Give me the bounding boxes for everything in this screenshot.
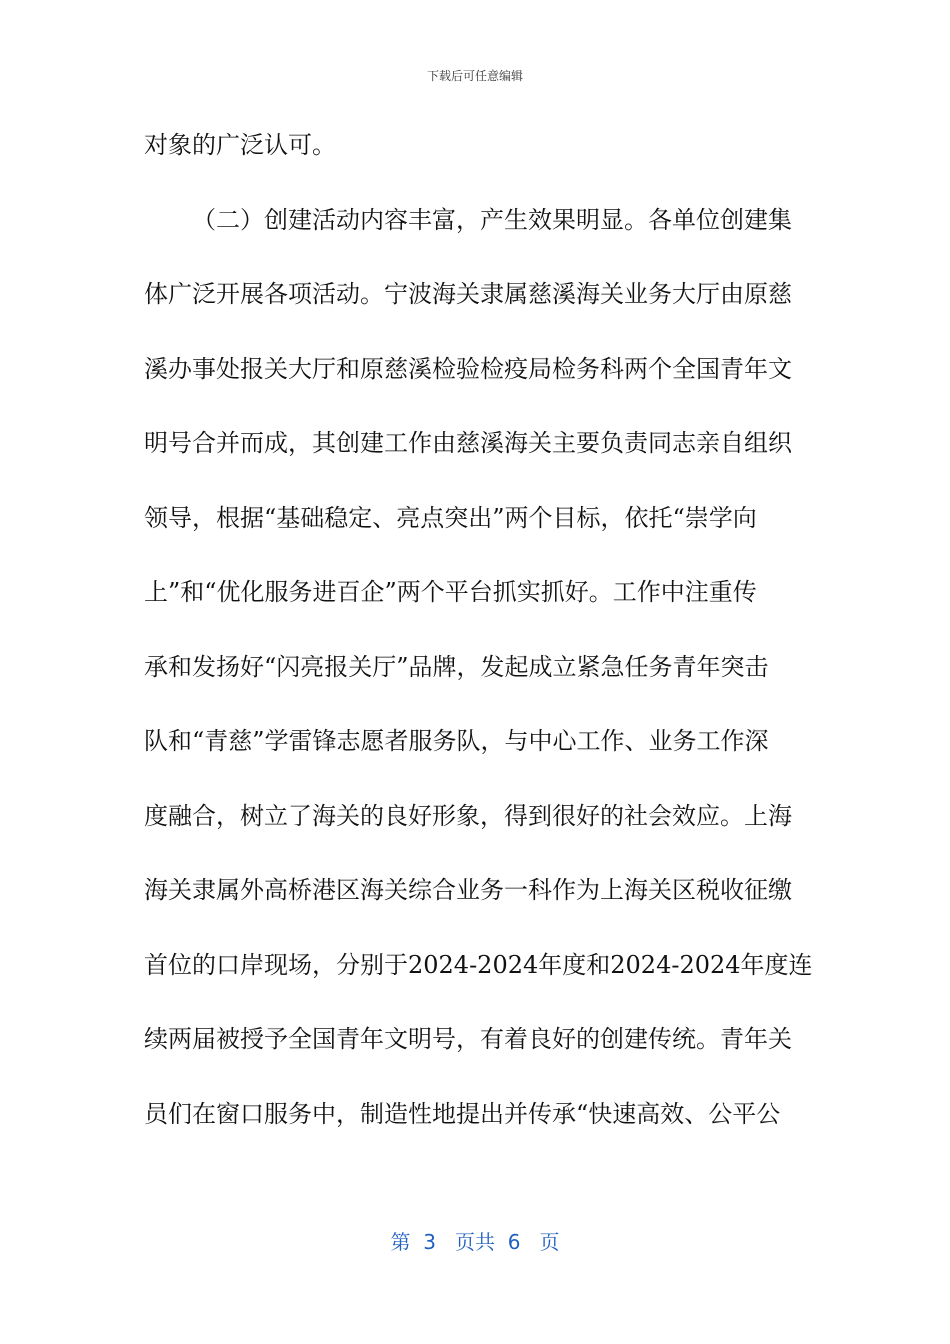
paragraph-line: 承和发扬好“闪亮报关厅”品牌，发起成立紧急任务青年突击 xyxy=(144,652,769,681)
page-header: 下载后可任意编辑 xyxy=(426,69,523,83)
paragraph-line: 海关隶属外高桥港区海关综合业务一科作为上海关区税收征缴 xyxy=(144,876,792,904)
paragraph-line: 员们在窗口服务中，制造性地提出并传承“快速高效、公平公 xyxy=(144,1099,781,1128)
page-number-footer: 第 3 页共 6 页 xyxy=(390,1230,560,1254)
paragraph-line: 上”和“优化服务进百企”两个平台抓实抓好。工作中注重传 xyxy=(144,578,757,606)
paragraph-line: 首位的口岸现场，分别于2024-2024年度和2024-2024年度连 xyxy=(144,950,813,979)
paragraph-line: 体广泛开展各项活动。宁波海关隶属慈溪海关业务大厅由原慈 xyxy=(144,280,792,308)
paragraph-line: 对象的广泛认可。 xyxy=(144,131,336,159)
body-text xyxy=(144,125,813,1168)
paragraph-line: 领导，根据“基础稳定、亮点突出”两个目标，依托“崇学向 xyxy=(144,503,757,532)
paragraph-line: 溪办事处报关大厅和原慈溪检验检疫局检务科两个全国青年文 xyxy=(144,354,792,383)
paragraph-line: 度融合，树立了海关的良好形象，得到很好的社会效应。上海 xyxy=(144,801,792,830)
paragraph-line: （二）创建活动内容丰富，产生效果明显。各单位创建集 xyxy=(192,205,792,234)
paragraph-line: 队和“青慈”学雷锋志愿者服务队，与中心工作、业务工作深 xyxy=(144,727,769,755)
paragraph-line: 续两届被授予全国青年文明号，有着良好的创建传统。青年关 xyxy=(144,1025,792,1053)
paragraph-line: 明号合并而成，其创建工作由慈溪海关主要负责同志亲自组织 xyxy=(144,429,792,457)
